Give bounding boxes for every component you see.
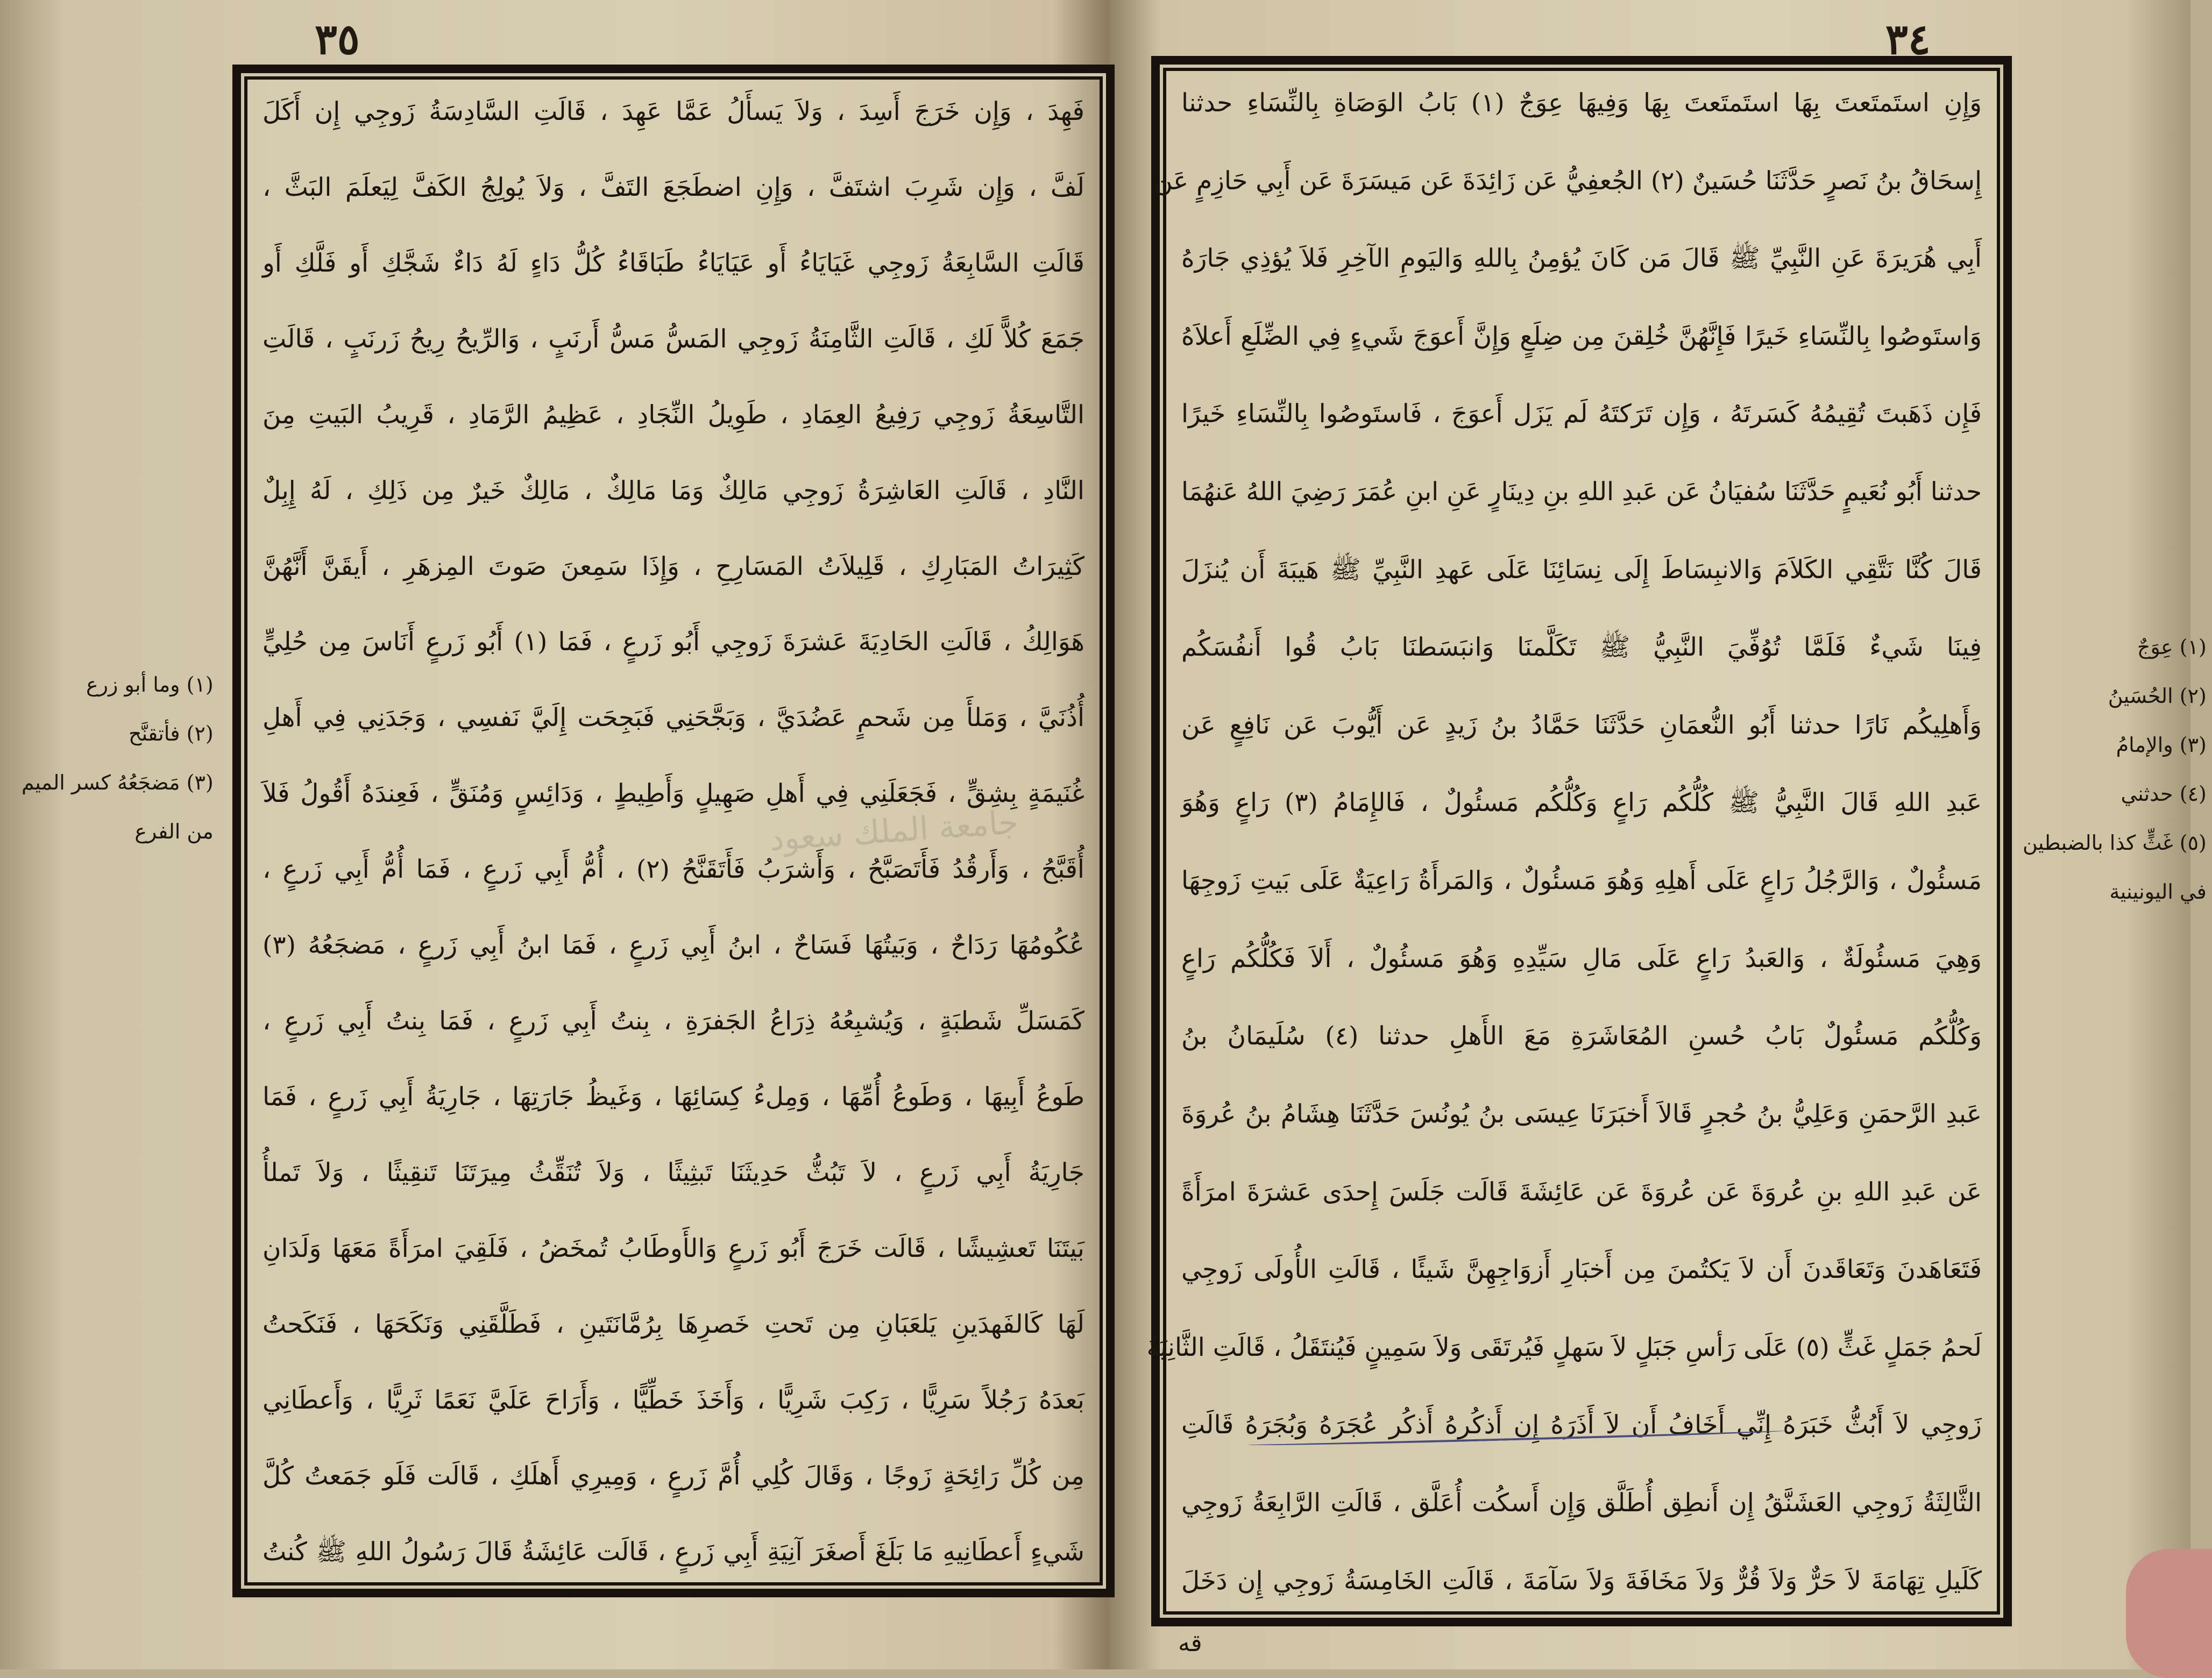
text-line: إِسحَاقُ بنُ نَصرٍ حَدَّثَنَا حُسَينٌ (٢) الجُعفِيُّ عَن زَائِدَةَ عَن مَيسَرَةَ عَن أَبِي حَازِمٍ عَن (1154, 166, 1982, 196)
left-page-number: ٣٥ (315, 15, 360, 64)
margin-note: (٤) حدثني (2121, 782, 2207, 806)
text-line: أَبِي هُرَيرَةَ عَنِ النَّبِيِّ ﷺ قَالَ مَن كَانَ يُؤمِنُ بِاللهِ وَاليَومِ الآخِرِ فَلاَ يُؤذِي جَارَهُ (1181, 244, 1982, 274)
text-line: عَبدِ الرَّحمَنِ وَعَلِيُّ بنُ حُجرٍ قَالاَ أَخبَرَنَا عِيسَى بنُ يُونُسَ حَدَّثَنَا هِشَامُ بنُ عُروَةَ (1181, 1099, 1982, 1129)
margin-note: (١) وما أبو زرع (86, 673, 214, 696)
text-line: مِن كُلِّ رَائِحَةٍ زَوجًا ، وَقَالَ كُلِي أُمَّ زَرعٍ ، وَمِيرِي أَهلَكِ ، قَالَت فَلَو جَمَعتُ كُلَّ (263, 1461, 1084, 1491)
text-line: عَن عَبدِ اللهِ بنِ عُروَةَ عَن عُروَةَ عَن عَائِشَةَ قَالَت جَلَسَ إِحدَى عَشرَةَ امرَأَةً (1181, 1177, 1982, 1207)
margin-note: (٢) فأتقنَّح (128, 722, 214, 745)
margin-note: في اليونينية (2109, 880, 2207, 904)
text-line: لَهَا كَالفَهدَينِ يَلعَبَانِ مِن تَحتِ خَصرِهَا بِرُمَّانَتَينِ ، فَطَلَّقَنِي وَنَكَحَهَا ، فَنَكَحتُ (263, 1309, 1084, 1339)
text-line: أُذُنَيَّ ، وَمَلأَ مِن شَحمٍ عَضُدَيَّ ، وَبَجَّحَنِي فَبَجِحَت إِلَيَّ نَفسِي ، وَجَدَنِي فِي أَهلِ (263, 703, 1084, 733)
margin-note: (٣) والإمامُ (2116, 733, 2207, 757)
text-line: فَتَعَاهَدنَ وَتَعَاقَدنَ أَن لاَ يَكتُمنَ مِن أَخبَارِ أَزوَاجِهِنَّ شَيئًا ، قَالَتِ الأُولَى زَوجِي (1181, 1255, 1982, 1285)
text-line: بَعدَهُ رَجُلاً سَرِيًّا ، رَكِبَ شَرِيًّا ، وَأَخَذَ خَطِّيًّا ، وَأَرَاحَ عَلَيَّ نَعَمًا ثَرِيًّا ، وَأَعطَانِي (263, 1385, 1084, 1415)
text-line: لَفَّ ، وَإِن شَرِبَ اشتَفَّ ، وَإِنِ اضطَجَعَ التَفَّ ، وَلاَ يُولِجُ الكَفَّ لِيَعلَمَ البَثَّ ، (263, 172, 1084, 202)
text-line: هَوَالِكُ ، قَالَتِ الحَادِيَةَ عَشرَةَ زَوجِي أَبُو زَرعٍ ، فَمَا (١) أَبُو زَرعٍ أَنَاسَ مِن حُلِيٍّ (263, 627, 1085, 657)
text-line: وَإِنِ استَمتَعتَ بِهَا استَمتَعتَ بِهَا وَفِيهَا عِوَجٌ (١) بَابُ الوَصَاةِ بِالنِّسَاءِ حدثنا (1181, 88, 1982, 118)
right-page-signature-mark: قه (1178, 1630, 1202, 1657)
text-line: كَلَيلِ تِهَامَةَ لاَ حَرٌّ وَلاَ قُرٌّ وَلاَ مَخَافَةَ وَلاَ سَآمَةَ ، قَالَتِ الخَامِسَةُ زَوجِي إِن دَخَلَ (1181, 1566, 1982, 1596)
text-line: وَكُلُّكُم مَسئُولٌ بَابُ حُسنِ المُعَاشَرَةِ مَعَ الأَهلِ حدثنا (٤) سُلَيمَانُ بنُ (1181, 1021, 1982, 1051)
text-line: فَهِدَ ، وَإِن خَرَجَ أَسِدَ ، وَلاَ يَسأَلُ عَمَّا عَهِدَ ، قَالَتِ السَّادِسَةُ زَوجِي إِن أَكَلَ (263, 97, 1084, 126)
text-line: لَحمُ جَمَلٍ غَثٍّ (٥) عَلَى رَأسِ جَبَلٍ لاَ سَهلٍ فَيُرتَقَى وَلاَ سَمِينٍ فَيُنتَقَلُ ، قَالَتِ الثَّانِيَةُ (1146, 1332, 1982, 1362)
text-line: عَبدِ اللهِ قَالَ النَّبِيُّ ﷺ كُلُّكُم رَاعٍ وَكُلُّكُم مَسئُولٌ ، فَالإِمَامُ (٣) رَاعٍ وَهُوَ (1181, 788, 1982, 818)
text-line: فِينَا شَيءٌ فَلَمَّا تُوُفِّيَ النَّبِيُّ ﷺ تَكَلَّمنَا وَانبَسَطنَا بَابُ قُوا أَنفُسَكُم (1181, 632, 1982, 663)
thumb (2126, 1549, 2212, 1678)
text-line: زَوجِي لاَ أَبُثُّ خَبَرَهُ إِنِّي أَخَافُ أَن لاَ أَذَرَهُ إِن أَذكُرهُ أَذكُر عُجَرَهُ وَبُجَرَهُ قَالَتِ (1181, 1410, 1982, 1440)
text-line: جَمَعَ كُلاًّ لَكِ ، قَالَتِ الثَّامِنَةُ زَوجِي المَسُّ مَسُّ أَرنَبٍ ، وَالرِّيحُ رِيحُ زَرنَبٍ ، قَالَتِ (263, 324, 1084, 354)
text-line: أُقَبَّحُ ، وَأَرقُدُ فَأَتَصَبَّحُ ، وَأَشرَبُ فَأَتَقَنَّحُ (٢) ، أُمُّ أَبِي زَرعٍ ، فَمَا أُمُّ أَبِي زَرعٍ ، (263, 855, 1084, 885)
text-line: فَإِن ذَهَبتَ تُقِيمُهُ كَسَرتَهُ ، وَإِن تَرَكتَهُ لَم يَزَل أَعوَجَ ، فَاستَوصُوا بِالنِّسَاءِ خَيرًا (1181, 399, 1982, 429)
text-line: التَّاسِعَةُ زَوجِي رَفِيعُ العِمَادِ ، طَوِيلُ النِّجَادِ ، عَظِيمُ الرَّمَادِ ، قَرِيبُ البَيتِ مِنَ (263, 400, 1084, 430)
text-line: شَيءٍ أَعطَانِيهِ مَا بَلَغَ أَصغَرَ آنِيَةِ أَبِي زَرعٍ ، قَالَت عَائِشَةُ قَالَ رَسُولُ اللهِ ﷺ كُنتُ (263, 1537, 1084, 1567)
margin-note: من الفرع (134, 820, 214, 843)
text-line: وَاستَوصُوا بِالنِّسَاءِ خَيرًا فَإِنَّهُنَّ خُلِقنَ مِن ضِلَعٍ وَإِنَّ أَعوَجَ شَيءٍ فِي الضِّلَعِ أَعلاَهُ (1181, 321, 1982, 351)
text-line: كَمَسَلِّ شَطبَةٍ ، وَيُشبِعُهُ ذِرَاعُ الجَفرَةِ ، بِنتُ أَبِي زَرعٍ ، فَمَا بِنتُ أَبِي زَرعٍ ، (263, 1006, 1084, 1036)
margin-note: (٥) غَثٍّ كذا بالضبطين (2023, 831, 2207, 855)
text-line: غُنَيمَةٍ بِشِقٍّ ، فَجَعَلَنِي فِي أَهلِ صَهِيلٍ وَأَطِيطٍ ، وَدَائِسٍ وَمُنَقٍّ ، فَعِندَهُ أَقُولُ فَلاَ (263, 779, 1084, 809)
right-margin-notes (2023, 632, 2207, 926)
text-line: جَارِيَةُ أَبِي زَرعٍ ، لاَ تَبُثُّ حَدِيثَنَا تَبثِيثًا ، وَلاَ تُنَقِّثُ مِيرَتَنَا تَنقِيثًا ، وَلاَ تَملأُ (263, 1157, 1084, 1188)
text-line: بَيتَنَا تَعشِيشًا ، قَالَت خَرَجَ أَبُو زَرعٍ وَالأَوطَابُ تُمخَضُ ، فَلَقِيَ امرَأَةً مَعَهَا وَلَدَانِ (263, 1233, 1084, 1263)
margin-note: (١) عِوَجٌ (2137, 635, 2207, 659)
text-line: حدثنا أَبُو نُعَيمٍ حَدَّثَنَا سُفيَانُ عَن عَبدِ اللهِ بنِ دِينَارٍ عَنِ ابنِ عُمَرَ رَضِيَ اللهُ عَنهُمَا (1181, 477, 1982, 507)
right-page-text (1146, 88, 1982, 1596)
text-line: طَوعُ أَبِيهَا ، وَطَوعُ أُمِّهَا ، وَمِلءُ كِسَائِهَا ، وَغَيظُ جَارَتِهَا ، جَارِيَةُ أَبِي زَرعٍ ، فَمَا (263, 1082, 1084, 1112)
right-page-number: ٣٤ (1885, 15, 1931, 64)
right-page-frame (1146, 56, 2012, 1626)
margin-note: (٢) الحُسَينُ (2108, 684, 2207, 708)
text-line: وَأَهلِيكُم نَارًا حدثنا أَبُو النُّعمَانِ حَدَّثَنَا حَمَّادُ بنُ زَيدٍ عَن أَيُّوبَ عَن نَافِعٍ عَن (1181, 710, 1982, 740)
text-line: وَهِيَ مَسئُولَةٌ ، وَالعَبدُ رَاعٍ عَلَى مَالِ سَيِّدِهِ وَهُوَ مَسئُولٌ ، أَلاَ فَكُلُّكُم رَاعٍ (1181, 943, 1982, 973)
text-line: قَالَ كُنَّا نَتَّقِي الكَلاَمَ وَالانبِسَاطَ إِلَى نِسَائِنَا عَلَى عَهدِ النَّبِيِّ ﷺ هَيبَةَ أَن يُنزَلَ (1181, 554, 1982, 585)
text-line: النَّادِ ، قَالَتِ العَاشِرَةُ زَوجِي مَالِكٌ وَمَا مَالِكٌ ، مَالِكٌ خَيرٌ مِن ذَلِكِ ، لَهُ إِبِلٌ (263, 475, 1084, 506)
watermark: جامعة الملك سعود (768, 803, 1020, 859)
left-margin-notes (22, 670, 214, 865)
text-line: مَسئُولٌ ، وَالرَّجُلُ رَاعٍ عَلَى أَهلِهِ وَهُوَ مَسئُولٌ ، وَالمَرأَةُ رَاعِيَةٌ عَلَى بَيتِ زَوجِهَا (1181, 866, 1982, 896)
text-line: عُكُومُهَا رَدَاحٌ ، وَبَيتُهَا فَسَاحٌ ، ابنُ أَبِي زَرعٍ ، فَمَا ابنُ أَبِي زَرعٍ ، مَضجَعُهُ (٣) (263, 930, 1084, 961)
text-line: كَثِيرَاتُ المَبَارِكِ ، قَلِيلاَتُ المَسَارِحِ ، وَإِذَا سَمِعنَ صَوتَ المِزهَرِ ، أَيقَنَّ أَنَّهُنَّ (263, 551, 1084, 581)
text-line: الثَّالِثَةُ زَوجِي العَشَنَّقُ إِن أَنطِق أُطَلَّق وَإِن أَسكُت أُعَلَّق ، قَالَتِ الرَّابِعَةُ زَوجِي (1181, 1488, 1982, 1518)
text-line: قَالَتِ السَّابِعَةُ زَوجِي غَيَايَاءُ أَو عَيَايَاءُ طَبَاقَاءُ كُلُّ دَاءٍ لَهُ دَاءٌ شَجَّكِ أَو فَلَّكِ أَو (263, 248, 1084, 278)
margin-note: (٣) مَضجَعُهُ كسر الميم (22, 771, 214, 794)
